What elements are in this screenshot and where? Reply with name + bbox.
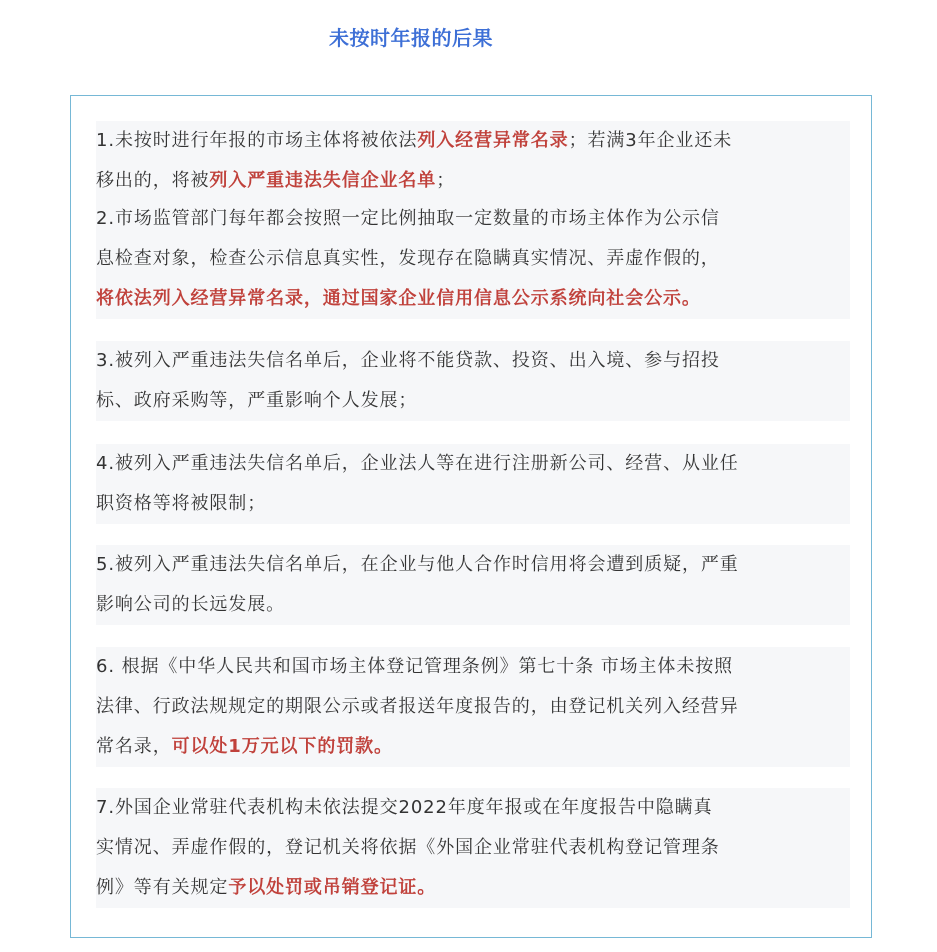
body-text: 3.被列入严重违法失信名单后，企业将不能贷款、投资、出入境、参与招投 [96,350,720,371]
highlighted-text: 予以处罚或吊销登记证。 [228,877,437,898]
paragraph-line [96,687,850,727]
paragraph-line [96,647,850,687]
paragraph-line [96,161,850,201]
paragraph-line [96,239,850,279]
body-text: 6. 根据《中华人民共和国市场主体登记管理条例》第七十条 市场主体未按照 [96,656,734,677]
consequence-item-2 [96,199,850,319]
paragraph-line [96,381,850,421]
paragraph-line [96,484,850,524]
consequence-item-3 [96,341,850,421]
body-text: 影响公司的长远发展。 [96,594,285,615]
consequence-item-6 [96,647,850,767]
paragraph-line [96,727,850,767]
highlighted-text: 将依法列入经营异常名录，通过国家企业信用信息公示系统向社会公示。 [96,288,701,309]
body-text: 标、政府采购等，严重影响个人发展； [96,390,418,411]
body-text: 7.外国企业常驻代表机构未依法提交2022年度年报或在年度报告中隐瞒真 [96,797,713,818]
highlighted-text: 列入经营异常名录 [417,130,569,151]
body-text: 实情况、弄虚作假的，登记机关将依据《外国企业常驻代表机构登记管理条 [96,837,720,858]
consequence-item-5 [96,545,850,625]
paragraph-line [96,788,850,828]
body-text: 1.未按时进行年报的市场主体将被依法 [96,130,418,151]
body-text: ； [436,170,456,191]
consequence-item-4 [96,444,850,524]
paragraph-line [96,868,850,908]
highlighted-text: 列入严重违法失信企业名单 [209,170,437,191]
paragraph-line [96,545,850,585]
page-title: 未按时年报的后果 [329,26,493,50]
body-text: 5.被列入严重违法失信名单后，在企业与他人合作时信用将会遭到质疑，严重 [96,554,739,575]
body-text: 4.被列入严重违法失信名单后，企业法人等在进行注册新公司、经营、从业任 [96,453,739,474]
body-text: ；若满3年企业还未 [568,130,733,151]
body-text: 2.市场监管部门每年都会按照一定比例抽取一定数量的市场主体作为公示信 [96,208,720,229]
paragraph-line [96,585,850,625]
body-text: 移出的，将被 [96,170,210,191]
paragraph-line [96,828,850,868]
paragraph-line [96,341,850,381]
paragraph-line [96,199,850,239]
body-text: 例》等有关规定 [96,877,229,898]
body-text: 法律、行政法规规定的期限公示或者报送年度报告的，由登记机关列入经营异 [96,696,739,717]
consequence-item-1 [96,121,850,201]
paragraph-line [96,279,850,319]
paragraph-line [96,121,850,161]
body-text: 职资格等将被限制； [96,493,267,514]
body-text: 常名录， [96,736,172,757]
highlighted-text: 可以处1万元以下的罚款。 [171,736,393,757]
paragraph-line [96,444,850,484]
consequence-item-7 [96,788,850,908]
body-text: 息检查对象，检查公示信息真实性，发现存在隐瞒真实情况、弄虚作假的， [96,248,720,269]
